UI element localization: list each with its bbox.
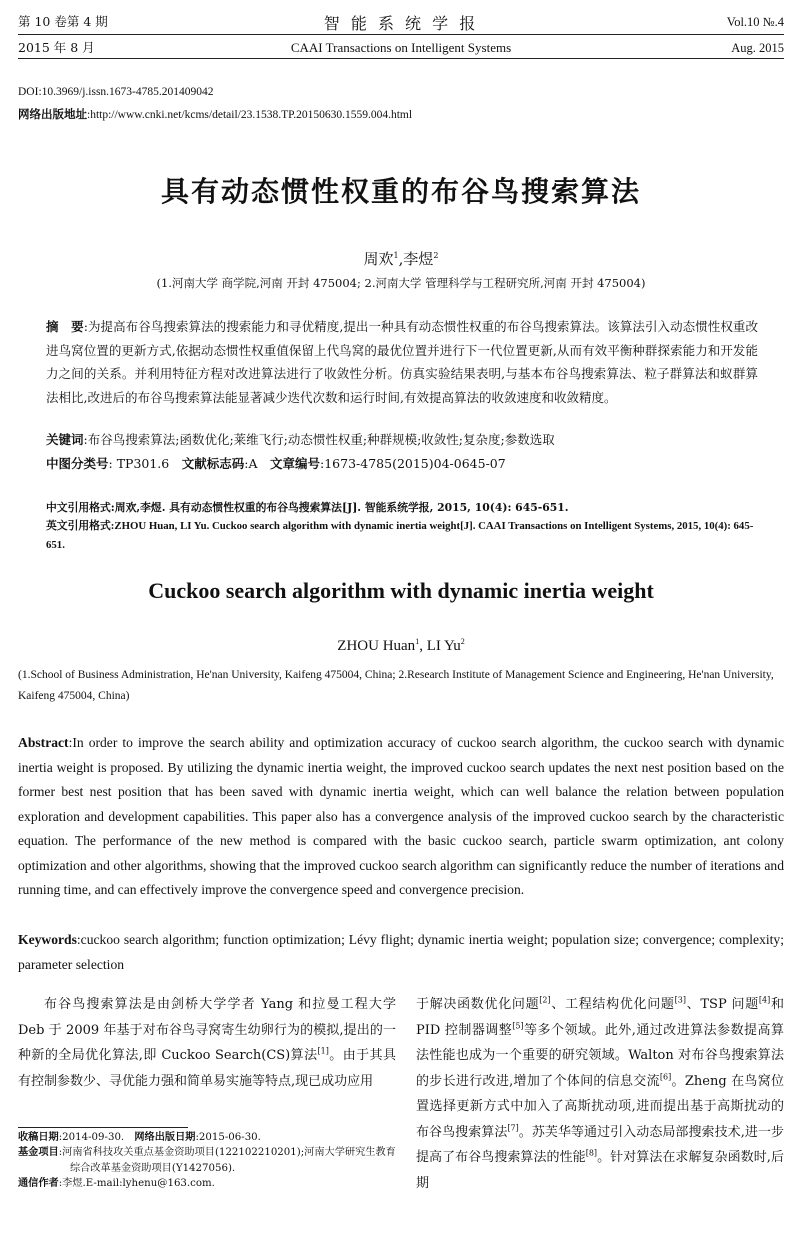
title-zh: 具有动态惯性权重的布谷鸟搜索算法 (160, 175, 641, 208)
journal-vol-en: Vol.10 №.4 (726, 15, 784, 29)
citation-zh: 中文引用格式:周欢,李煜. 具有动态惯性权重的布谷鸟搜索算法[J]. 智能系统学报, 2015, 10(4): 645-651. (46, 501, 569, 514)
title-en: Cuckoo search algorithm with dynamic inertia weight (148, 578, 654, 603)
journal-volume: 第 10 卷第 4 期 (18, 14, 108, 29)
footnote-rule (18, 1127, 188, 1128)
affiliation-en: (1.School of Business Administration, He'nan University, Kaifeng 475004, China; 2.Research Institute of Management Science and Engineering, He'nan University, Kaifeng 475004, China) (18, 669, 774, 702)
body-right-paragraph: 于解决函数优化问题[2]、工程结构优化问题[3]、TSP 问题[4]和 PID 控制器调整[5]等多个领域。此外,通过改进算法参数提高算法性能也成为一个重要的研究领域。Walton 对布谷鸟搜索算法的步长进行改进,增加了个体间的信息交流[6]。Zheng 在鸟窝位置选择更新方式中加入了高斯扰动项,进而提出基于高斯扰动的布谷鸟搜索算法[7]。苏芙华等通过引入动态局部搜索技术,进一步提高了布谷鸟搜索算法的性能[8]。针对算法在求解复杂函数时,后期 (416, 995, 784, 1191)
body-left-paragraph: 布谷鸟搜索算法是由剑桥大学学者 Yang 和拉曼工程大学 Deb 于 2009 年基于对布谷鸟寻窝寄生幼卵行为的模拟,提出的一种新的全局优化算法,即 Cuckoo Search(CS)算法[1]。由于其具有控制参数少、寻优能力强和简单易实施等特点,现已成功应用 (18, 997, 396, 1089)
journal-date: 2015 年 8 月 (18, 40, 95, 55)
journal-name-zh: 智 能 系 统 学 报 (323, 14, 479, 33)
online-url[interactable]: :http://www.cnki.net/kcms/detail/23.1538.TP.20150630.1559.004.html (87, 109, 413, 121)
authors-en: ZHOU Huan$^1$, LI Yu$^2$ (337, 637, 465, 654)
citation-en: 英文引用格式:ZHOU Huan, LI Yu. Cuckoo search algorithm with dynamic inertia weight[J]. CAAI Transactions on Intelligent Systems, 2015, 10(4): 645-651. (46, 520, 754, 551)
online-address (18, 105, 412, 124)
footnote-fund: 基金项目:河南省科技攻关重点基金资助项目(122102210201);河南大学研究生教育综合改革基金资助项目(Y1427056). (18, 1146, 396, 1174)
journal-name-en: CAAI Transactions on Intelligent Systems (290, 40, 512, 55)
online-label: 网络出版地址 (18, 107, 87, 121)
journal-date-en: Aug. 2015 (731, 41, 784, 55)
classification-zh: 中图分类号: TP301.6 文献标志码:A 文章编号:1673-4785(2015)04-0645-07 (46, 456, 506, 471)
abstract-en: Abstract:In order to improve the search ability and optimization accuracy of cuckoo search algorithm, the cuckoo search with dynamic inertia weight is proposed. By utilizing the dynamic inertia weight, the improved cuckoo search updates the next nest position based on the former best nest position that has been saved with dynamic inertia weight, which can well balance the relation between population exploration and development capabilities. This paper also has a convergence analysis of the improved cuckoo search by the characteristic equation. The performance of the new method is compared with the basic cuckoo search, particle swarm optimization, ant colony optimization and other algorithms, showing that the improved cuckoo search algorithm can significantly reduce the number of iterations and running time, and can effectively improve the convergence speed and convergence precision. (18, 735, 784, 897)
abstract-zh-label: 摘 要 (46, 319, 84, 334)
affiliation-zh: (1.河南大学 商学院,河南 开封 475004; 2.河南大学 管理科学与工程研究所,河南 开封 475004) (156, 276, 646, 290)
keywords-en: Keywords:cuckoo search algorithm; function optimization; Lévy flight; dynamic inertia weight; population size; convergence; complexity; parameter selection (18, 932, 784, 972)
doi: DOI:10.3969/j.issn.1673-4785.201409042 (18, 86, 214, 98)
footnote-dates: 收稿日期:2014-09-30. 网络出版日期:2015-06-30. (18, 1131, 261, 1143)
footnote-corresponding: 通信作者:李煜.E-mail:lyhenu@163.com. (18, 1177, 215, 1189)
keywords-zh: 关键词:布谷鸟搜索算法;函数优化;莱维飞行;动态惯性权重;种群规模;收敛性;复杂度;参数选取 (46, 432, 555, 447)
abstract-zh: 摘 要:为提高布谷鸟搜索算法的搜索能力和寻优精度,提出一种具有动态惯性权重的布谷鸟搜索算法。该算法引入动态惯性权重改进鸟窝位置的更新方式,依据动态惯性权重值保留上代鸟窝的最优位置并进行下一代位置更新,从而有效平衡种群探索能力和开发能力之间的关系。并利用特征方程对改进算法进行了收敛性分析。仿真实验结果表明,与基本布谷鸟搜索算法、粒子群算法和蚁群算法相比,改进后的布谷鸟搜索算法能显著减少迭代次数和运行时间,有效提高算法的收敛速度和收敛精度。 (46, 319, 758, 405)
header-rule-bottom (18, 58, 784, 59)
authors-zh: 周欢$^1$,李煜$^2$ (363, 250, 439, 268)
header-rule-top (18, 34, 784, 35)
abstract-en-label: Abstract (18, 735, 69, 750)
